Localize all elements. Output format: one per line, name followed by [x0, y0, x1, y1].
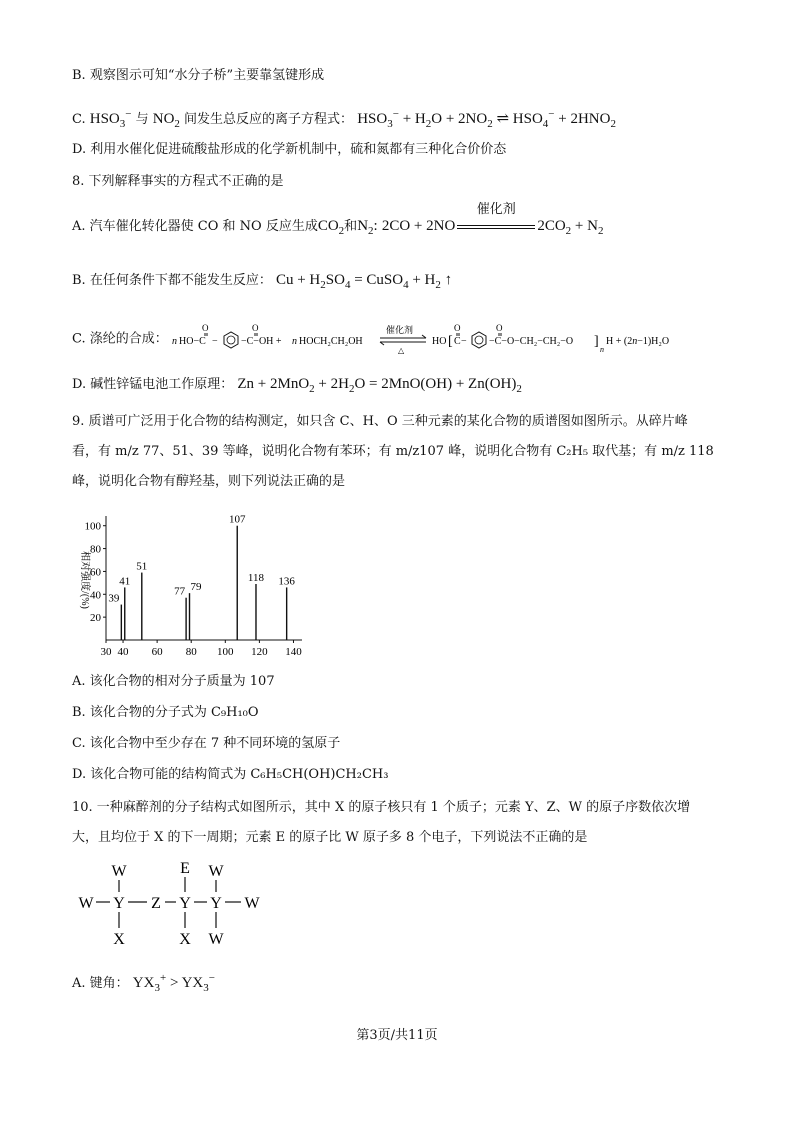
atom-y-1: Y — [113, 895, 125, 912]
q9-option-b: B. 该化合物的分子式为 C₉H₁₀O — [72, 705, 259, 720]
svg-text:O: O — [201, 323, 209, 333]
svg-text:n: n — [171, 336, 177, 347]
svg-text:O: O — [495, 323, 503, 333]
svg-text:[: [ — [447, 334, 453, 349]
atom-w-top-1: W — [111, 863, 127, 880]
svg-text:HOCH₂CH₂OH: HOCH₂CH₂OH — [298, 336, 363, 347]
atom-w-left: W — [78, 895, 94, 912]
svg-text:△: △ — [397, 346, 405, 355]
atom-z: Z — [151, 895, 161, 912]
svg-text:H + (2n−1)H₂O: H + (2n−1)H₂O — [605, 336, 669, 347]
page-footer: 第3页/共11页 — [356, 1028, 438, 1043]
atom-w-right: W — [244, 895, 260, 912]
q9-stem-line3: 峰，说明化合物有醇羟基，则下列说法正确的是 — [72, 474, 346, 489]
peak-label: 136 — [278, 575, 295, 588]
q10-stem-line1: 10. 一种麻醉剂的分子结构式如图所示，其中 X 的原子核只有 1 个质子；元素 Y、Z、W 的原子序数依次增 — [72, 800, 691, 815]
svg-text:n: n — [599, 345, 604, 354]
svg-text:n: n — [291, 336, 297, 347]
svg-text:]: ] — [593, 334, 599, 349]
x-tick-label: 40 — [117, 646, 129, 658]
q9-option-c: C. 该化合物中至少存在 7 种不同环境的氢原子 — [72, 736, 341, 751]
y-axis-label: 相对强度/(%) — [79, 551, 90, 609]
peak-label: 77 — [174, 585, 186, 598]
x-tick-label: 120 — [251, 646, 268, 658]
svg-text:O: O — [453, 323, 461, 333]
svg-text:−C−O−CH₂−CH₂−O: −C−O−CH₂−CH₂−O — [488, 336, 573, 347]
q8-stem: 8. 下列解释事实的方程式不正确的是 — [72, 174, 284, 189]
svg-text:HO: HO — [431, 336, 447, 347]
svg-text:催化剂: 催化剂 — [385, 325, 413, 335]
peak-label: 41 — [119, 575, 131, 588]
svg-text:−: − — [211, 336, 218, 347]
mass-spectrum-chart — [72, 510, 312, 660]
y-tick-label: 60 — [90, 566, 101, 579]
y-tick-label: 20 — [90, 612, 101, 625]
q7-option-b: B. 观察图示可知“水分子桥”主要靠氢键形成 — [72, 68, 325, 83]
atom-w-bottom: W — [208, 931, 224, 948]
q9-option-a: A. 该化合物的相对分子质量为 107 — [72, 674, 275, 689]
atom-y-3: Y — [210, 895, 222, 912]
x-tick-label: 100 — [217, 646, 234, 658]
svg-text:C: C — [453, 336, 461, 347]
atom-x-1: X — [113, 931, 125, 948]
svg-text:HO−C: HO−C — [178, 336, 206, 347]
q7-option-d: D. 利用水催化促进硫酸盐形成的化学新机制中，硫和氮都有三种化合价价态 — [72, 142, 507, 157]
q9-stem-line2: 看，有 m/z 77、51、39 等峰，说明化合物有苯环；有 m/z107 峰，说明化合物有 C₂H₅ 取代基；有 m/z 118 — [72, 444, 714, 459]
svg-text:−: − — [460, 336, 467, 347]
molecular-structure — [72, 856, 272, 952]
atom-x-2: X — [179, 931, 191, 948]
svg-text:−C−OH +: −C−OH + — [240, 336, 282, 347]
peak-label: 107 — [228, 513, 246, 526]
peak-label: 39 — [108, 592, 120, 605]
x-tick-label: 80 — [185, 646, 197, 658]
q10-stem-line2: 大，且均位于 X 的下一周期；元素 E 的原子比 W 原子多 8 个电子，下列说法不正确的是 — [72, 830, 588, 845]
q8-option-b: B. 在任何条件下都不能发生反应： $Cu + H_2SO_4$ = CuSO$_4$ + $H_2$ ↑ — [72, 272, 453, 291]
y-tick-label: 40 — [90, 589, 101, 602]
svg-text:O: O — [251, 323, 259, 333]
peak-label: 51 — [136, 560, 148, 573]
atom-y-2: Y — [179, 895, 191, 912]
q8-a-equation: 2CO + 2NO 催化剂 $2CO_2 + N_2$ — [381, 201, 604, 237]
bond-angle-comparison: $YX_3^+ > YX_3^-$ — [132, 972, 215, 994]
q8-option-a: A. 汽车催化转化器使 CO 和 NO 反应生成$CO_2$和$N_2$: 2CO + 2NO 催化剂 $2CO_2 + N_2$ — [72, 201, 604, 237]
q8-option-d: D. 碱性锌锰电池工作原理： $Zn + 2MnO_2 + 2H_2O = 2MnO(OH) + Zn(OH)_2$ — [72, 376, 522, 395]
x-tick-label: 30 — [100, 646, 112, 658]
q8-d-equation: $Zn + 2MnO_2 + 2H_2O = 2MnO(OH) + Zn(OH)_2$ — [237, 376, 522, 395]
q7-option-c: C. $HSO_3^-$ 与 $NO_2$ 间发生总反应的离子方程式： $HSO_3^- + H_2O + 2NO_2$ ⇌ $HSO_4^- + 2HNO_2$ — [72, 108, 616, 130]
atom-w-top-2: W — [208, 863, 224, 880]
y-tick-label: 80 — [90, 543, 101, 556]
q9-option-d: D. 该化合物可能的结构简式为 C₆H₅CH(OH)CH₂CH₃ — [72, 767, 389, 782]
peak-label: 79 — [190, 581, 202, 594]
peak-label: 118 — [247, 572, 265, 584]
q9-stem-line1: 9. 质谱可广泛用于化合物的结构测定，如只含 C、H、O 三种元素的某化合物的质谱图如图所示。从碎片峰 — [72, 414, 688, 429]
y-tick-label: 100 — [84, 520, 101, 533]
q7-ion-equation: $HSO_3^- + H_2O + 2NO_2$ ⇌ $HSO_4^- + 2HNO_2$ — [357, 108, 616, 130]
x-tick-label: 140 — [285, 646, 302, 658]
q10-option-a: A. 键角： $YX_3^+ > YX_3^-$ — [72, 972, 215, 994]
q8-option-c: C. 涤纶的合成： n HO−C O − −C−OH + O n HOCH₂CH₂OH 催化剂 △ HO [ C O − −C−O−CH₂−CH₂−O O ] n H + (2n−1)H₂O — [72, 322, 732, 356]
q8-b-equation: $Cu + H_2SO_4$ = CuSO$_4$ + $H_2$ ↑ — [275, 272, 453, 291]
x-tick-label: 60 — [151, 646, 163, 658]
terylene-equation — [172, 322, 732, 356]
atom-e: E — [180, 860, 190, 877]
formula-hso3: $HSO_3^-$ — [89, 108, 132, 130]
